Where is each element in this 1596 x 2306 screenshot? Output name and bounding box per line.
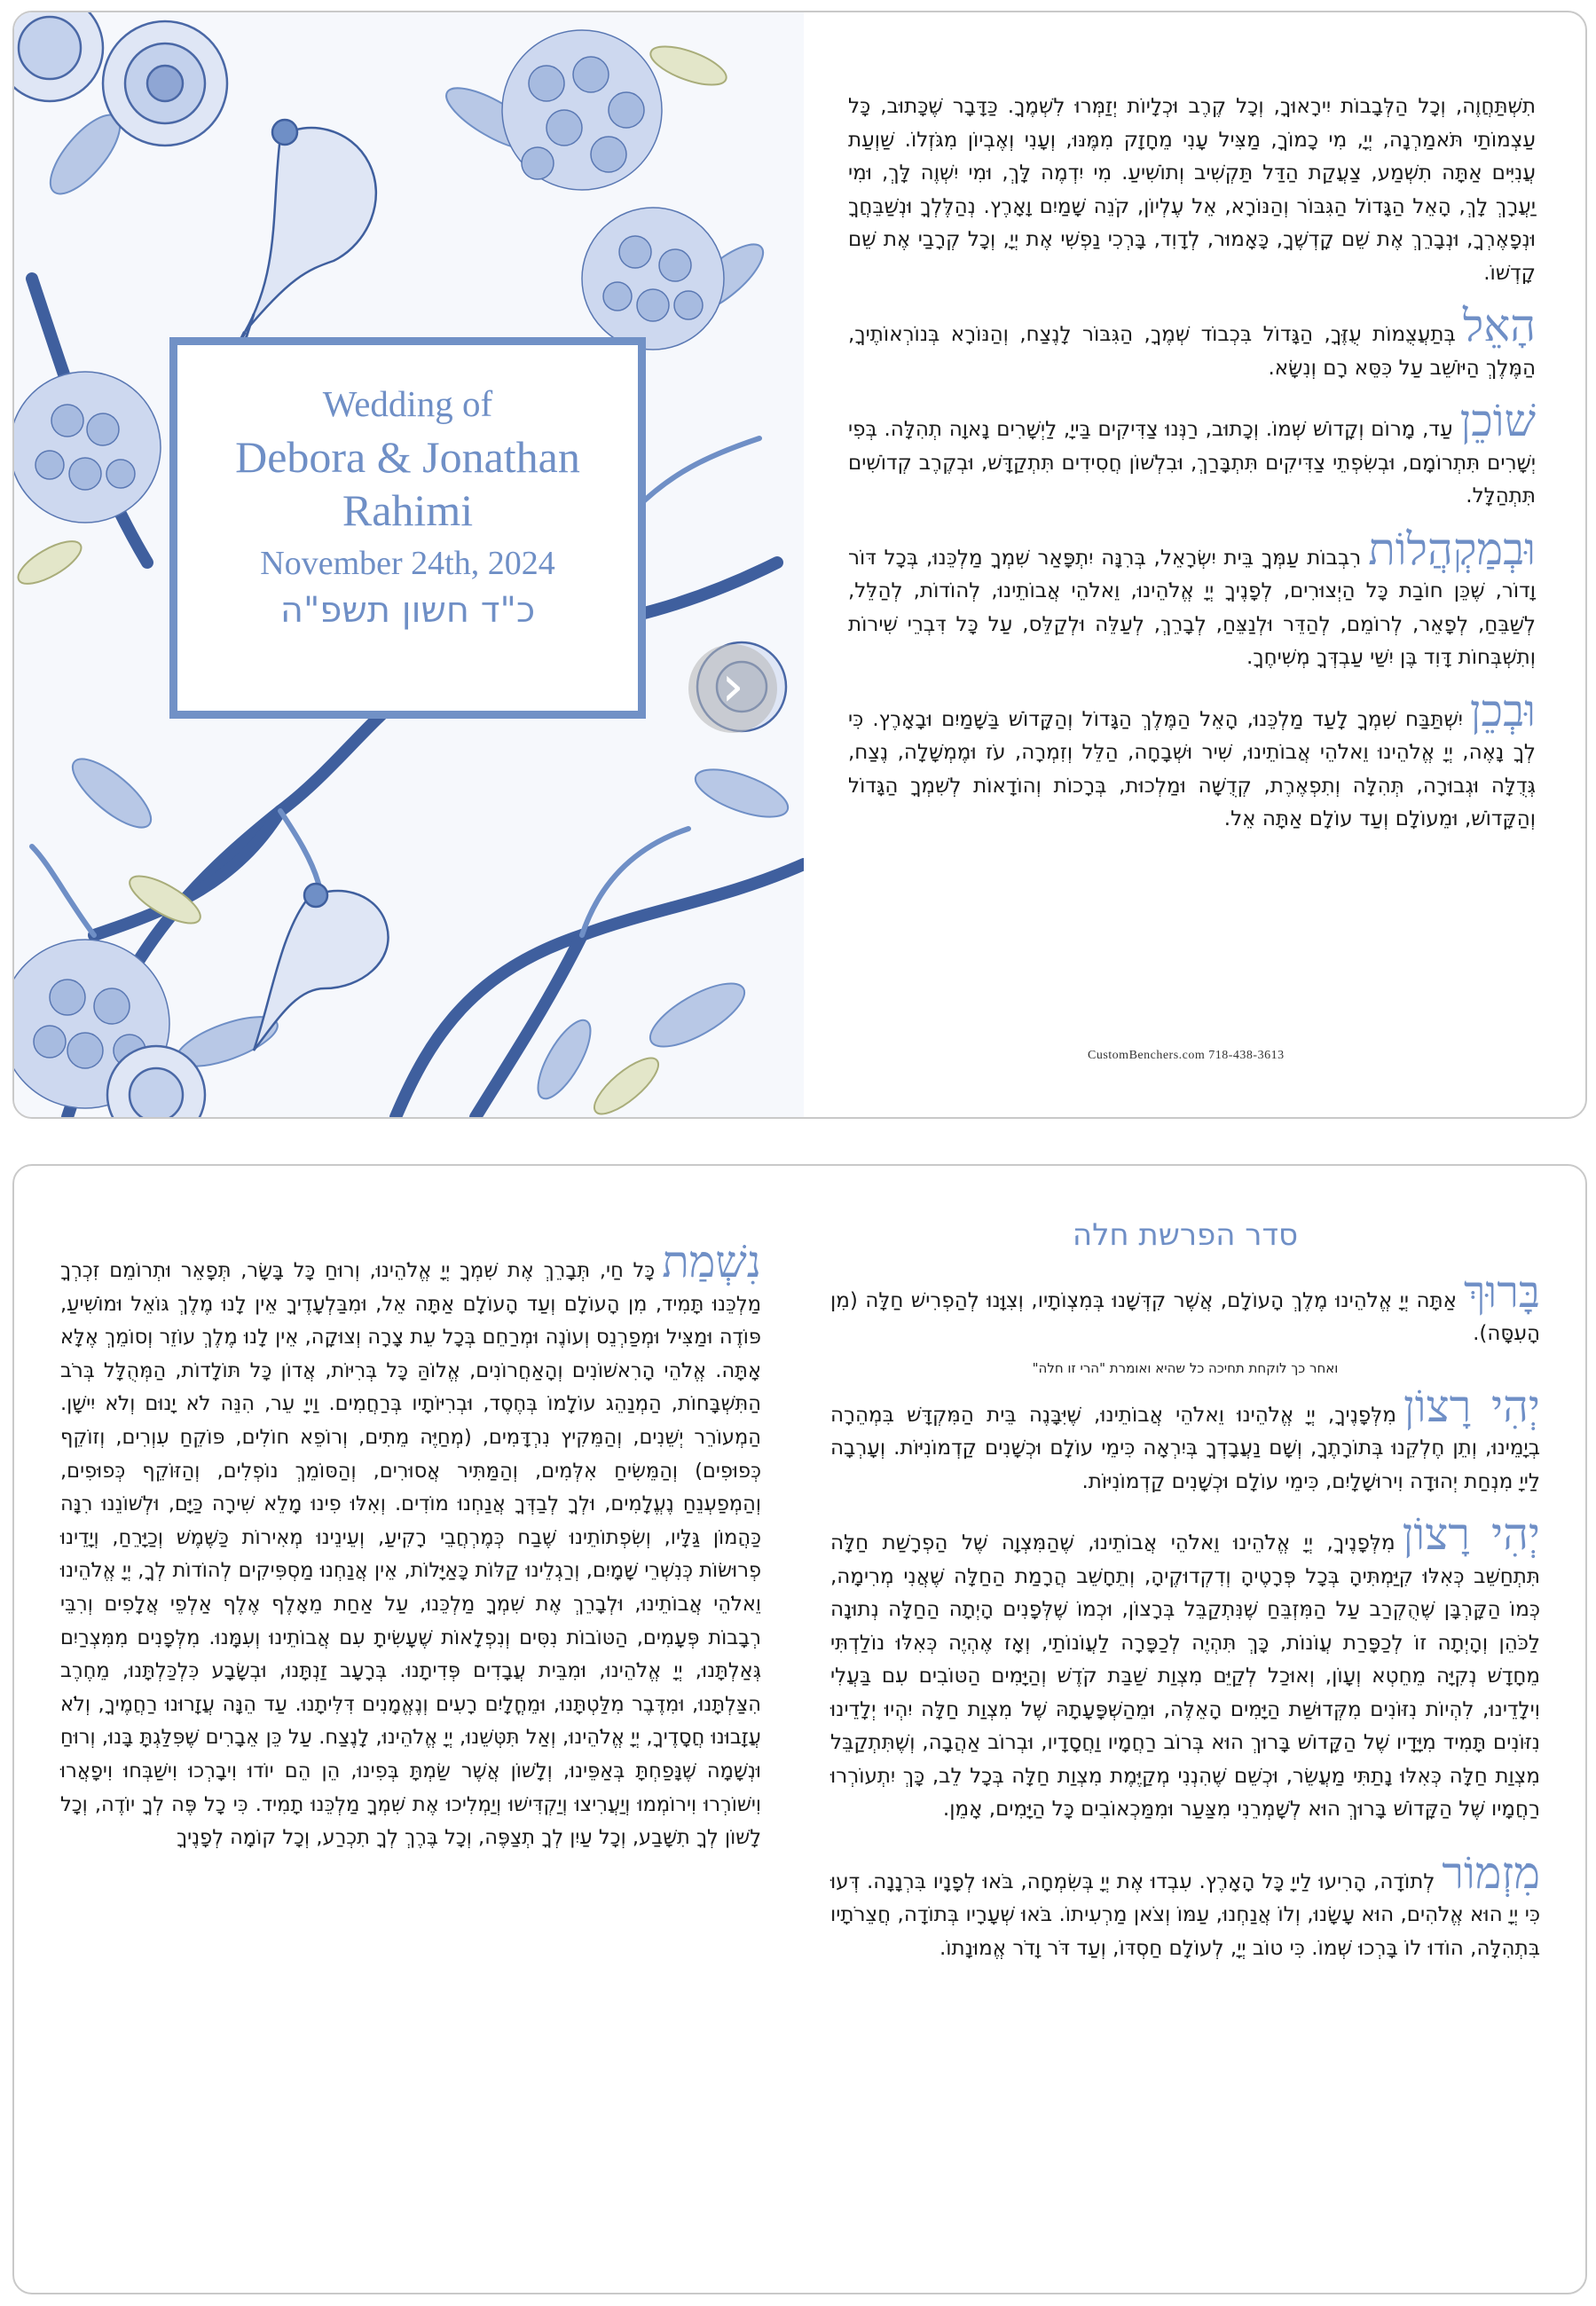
section-title: סדר הפרשת חלה: [1072, 1217, 1299, 1253]
drop-word: וּבְמַקְהֲלוֹת: [1368, 523, 1536, 575]
next-page-chevron-icon[interactable]: ›: [688, 644, 777, 733]
paragraph: וּבְכֵןיִשְׁתַּבַּח שִׁמְךָ לָעַד מַלְכֵּנוּ, הָאֵל הַמֶּלֶךְ הַגָּדוֹל וְהַקָּדוֹשׁ בַּשָּׁמַיִם וּבָאָרֶץ. כִּי לְךָ נָאֶה, יְיָ אֱלֹהֵינוּ וֵאלֹהֵי אֲבוֹתֵינוּ, שִׁיר וּשְׁבָחָה, הַלֵּל וְזִמְרָה, עֹז וּמֶמְשָׁלָה, נֶצַח, גְּדֻלָּה וּגְבוּרָה, תְּהִלָּה וְתִפְאֶרֶת, קְדֻשָּׁה וּמַלְכוּת, בְּרָכוֹת וְהוֹדָאוֹת לְשִׁמְךָ הַגָּדוֹל וְהַקָּדוֹשׁ, וּמֵעוֹלָם וְעַד עוֹלָם אַתָּה אֵל.: [848, 684, 1536, 830]
paragraph: הָאֵלבְּתַעֲצֻמוֹת עֻזֶּךָ, הַגָּדוֹל בִּכְבוֹד שְׁמֶךָ, הַגִּבּוֹר לָנֶצַח, וְהַנּוֹרָא בְּנוֹרְאוֹתֶיךָ, הַמֶּלֶךְ הַיּוֹשֵׁב עַל כִּסֵּא רָם וְנִשָּׂא.: [848, 300, 1536, 380]
drop-word: הָאֵל: [1462, 300, 1536, 351]
hebrew-date: כ"ד חשון תשפ"ה: [279, 590, 536, 631]
couple-names: Debora & Jonathan: [235, 432, 580, 482]
floral-cover: [14, 12, 804, 1117]
paragraph: תִשְׁתַּחֲוֶה, וְכָל הַלְּבָבוֹת יִירָאוּךָ, וְכָל קֶרֶב וּכְלָיוֹת יְזַמְּרוּ לִשְׁמֶךָ. כַּדָּבָר שֶׁכָּתוּב, כָּל עַצְמוֹתַי תֹּאמַרְנָה, יְיָ, מִי כָמוֹךָ, מַצִּיל עָנִי מֵחָזָק מִמֶּנּוּ, וְעָנִי וְאֶבְיוֹן מִגֹּזְלוֹ. שַׁוְעַת עֲנִיִּים אַתָּה תִשְׁמַע, צַעֲקַת הַדַּל תַּקְשִׁיב וְתוֹשִׁיעַ. מִי יִדְמֶה לָּךְ, וּמִי יִשְׁוֶה לָּךְ, וּמִי יַעֲרָךְ לָךְ, הָאֵל הַגָּדוֹל הַגִּבּוֹר וְהַנּוֹרָא, אֵל עֶלְיוֹן, קֹנֵה שָׁמַיִם וָאָרֶץ. נְהַלֶּלְךָ וּנְשַׁבֵּחֲךָ וּנְפָאֶרְךָ, וּנְבָרֵךְ אֶת שֵׁם קָדְשֶׁךָ, כָּאָמוּר, לְדָוִד, בָּרְכִי נַפְשִׁי אֶת יְיָ, וְכָל קְרָבַי אֶת שֵׁם קָדְשׁוֹ.: [848, 95, 1536, 285]
drop-word: יְהִי רָצוֹן: [1402, 1508, 1540, 1560]
paragraph: בָּרוּךְאַתָּה יְיָ אֱלֹהֵינוּ מֶלֶךְ הָעוֹלָם, אֲשֶׁר קִדְּשָׁנוּ בְּמִצְוֹתָיו, וְצִוָּנוּ לְהַפְרִישׁ חַלָּה (מִן הָעִסָּה).: [830, 1265, 1540, 1345]
paragraph: יְהִי רָצוֹןמִלְּפָנֶיךָ, יְיָ אֱלֹהֵינוּ וֵאלֹהֵי אֲבוֹתֵינוּ, שֶׁהַמִּצְוָה שֶׁל הַפְרָשַׁת חַלָּה תִּתְחַשֵּׁב כְּאִלּוּ קִיַּמְתִּיהָ בְּכָל פְּרָטֶיהָ וְדִקְדוּקֶיהָ, וְתֵחָשֵׁב הֲרָמַת הַחַלָּה שֶׁאֲנִי מְרִימָה, כְּמוֹ הַקָּרְבָּן שֶׁהֻקְרַב עַל הַמִּזְבֵּחַ שֶׁנִּתְקַבֵּל בְּרָצוֹן, וּכְמוֹ שֶׁלְּפָנִים הָיְתָה הַחַלָּה נְתוּנָה לַכֹּהֵן וְהָיְתָה זוֹ לְכַפָּרַת עֲוֹנוֹת, כָּךְ תִּהְיֶה לְכַפָּרָה לַעֲוֹנוֹתַי, וְאָז אֶהְיֶה כְּאִלּוּ נוֹלַדְתִּי מֵחָדָשׁ נְקִיָּה מֵחֵטְא וְעָוֹן, וְאוּכַל לְקַיֵּם מִצְוַת שַׁבַּת קֹדֶשׁ וְהַיָּמִים הַטּוֹבִים עִם בַּעֲלִי וִילָדֵינוּ, לִהְיוֹת נִזּוֹנִים מִקְּדוּשַּׁת הַיָּמִים הָאֵלֶּה, וּמֵהַשְׁפָּעָתָהּ שֶׁל מִצְוַת חַלָּה יִהְיוּ יְלָדֵינוּ נִזּוֹנִים תָּמִיד מִיָּדָיו שֶׁל הַקָּדוֹשׁ בָּרוּךְ הוּא בְּרוֹב רַחֲמָיו וַחֲסָדָיו, וּבְרוֹב אַהֲבָה, וְשֶׁתִּתְקַבֵּל מִצְוַת חַלָּה כְּאִלּוּ נָתַתִּי מַעֲשֵׂר, וּכְשֵׁם שֶׁהִנְנִי מְקַיֶּמֶת מִצְוַת חַלָּה בְּכָל לֵב, כָּךְ יִתְעוֹרְרוּ רַחֲמָיו שֶׁל הַקָּדוֹשׁ בָּרוּךְ הוּא לְשָׁמְרֵנִי מִצַּעַר וּמִמַּכְאוֹבִים כָּל הַיָּמִים, אָמֵן.: [830, 1508, 1540, 1821]
drop-word: יְהִי רָצוֹן: [1403, 1380, 1541, 1432]
challah-section: [830, 1219, 1540, 1985]
bencher-page-top: [12, 11, 1587, 1119]
bencher-page-bottom: [12, 1164, 1587, 2294]
publisher-credit: CustomBenchers.com 718-438-3613: [1088, 1049, 1285, 1062]
family-name: Rahimi: [342, 485, 474, 535]
wedding-title-card: [169, 337, 646, 719]
drop-word: וּבְכֵן: [1469, 684, 1536, 736]
paragraph: וּבְמַקְהֲלוֹתרִבְבוֹת עַמְּךָ בֵּית יִשְׂרָאֵל, בְּרִנָּה יִתְפָּאַר שִׁמְךָ מַלְכֵּנוּ, בְּכָל דּוֹר וָדוֹר, שֶׁכֵּן חוֹבַת כָּל הַיְצוּרִים, לְפָנֶיךָ יְיָ אֱלֹהֵינוּ, וֵאלֹהֵי אֲבוֹתֵינוּ, לְהוֹדוֹת, לְהַלֵּל, לְשַׁבֵּחַ, לְפָאֵר, לְרוֹמֵם, לְהַדֵּר וּלְנַצֵּחַ, לְבָרֵךְ, לְעַלֵּה וּלְקַלֵּס, עַל כָּל דִּבְרֵי שִׁירוֹת וְתִשְׁבְּחוֹת דָּוִד בֶּן יִשַׁי עַבְדְּךָ מְשִׁיחֶךָ.: [848, 523, 1536, 669]
wedding-date: November 24th, 2024: [260, 545, 555, 582]
nishmat-text: [60, 1236, 761, 1875]
drop-word: נִשְׁמַת: [662, 1236, 761, 1287]
wedding-label: Wedding of: [322, 383, 493, 424]
instruction-note: ואחר כך לוקחת תחיכה כל שהיא ואומרת "הרי זו חלה": [1032, 1359, 1339, 1376]
paragraph: מִזְמוֹרלְתוֹדָה, הָרִיעוּ לַייָ כָּל הָאָרֶץ. עִבְדוּ אֶת יְיָ בְּשִׂמְחָה, בֹּאוּ לְפָנָיו בִּרְנָנָה. דְּעוּ כִּי יְיָ הוּא אֱלֹהִים, הוּא עָשָׂנוּ, וְלוֹ אֲנַחְנוּ, עַמּוֹ וְצֹאן מַרְעִיתוֹ. בֹּאוּ שְׁעָרָיו בְּתוֹדָה, חֲצֵרֹתָיו בִּתְהִלָּה, הוֹדוּ לוֹ בָּרְכוּ שְׁמוֹ. כִּי טוֹב יְיָ, לְעוֹלָם חַסְדּוֹ, וְעַד דֹּר וָדֹר אֱמוּנָתוֹ.: [830, 1846, 1540, 1960]
drop-word: בָּרוּךְ: [1463, 1265, 1540, 1318]
drop-word: מִזְמוֹר: [1442, 1846, 1540, 1899]
paragraph: נִשְׁמַתכָּל חַי, תְּבָרֵךְ אֶת שִׁמְךָ יְיָ אֱלֹהֵינוּ, וְרוּחַ כָּל בָּשָׂר, תְּפָאֵר וּתְרוֹמֵם זִכְרְךָ מַלְכֵּנוּ תָּמִיד, מִן הָעוֹלָם וְעַד הָעוֹלָם אַתָּה אֵל, וּמִבַּלְעָדֶיךָ אֵין לָנוּ מֶלֶךְ גּוֹאֵל וּמוֹשִׁיעַ, פּוֹדֶה וּמַצִּיל וּמְפַרְנֵס וְעוֹנֶה וּמְרַחֵם בְּכָל עֵת צָרָה וְצוּקָה, אֵין לָנוּ מֶלֶךְ עוֹזֵר וְסוֹמֵךְ אֶלָּא אָתָּה. אֱלֹהֵי הָרִאשׁוֹנִים וְהָאַחֲרוֹנִים, אֱלוֹהַּ כָּל בְּרִיּוֹת, אֲדוֹן כָּל תּוֹלָדוֹת, הַמְּהֻלָּל בְּרֹב הַתִּשְׁבָּחוֹת, הַמְנַהֵג עוֹלָמוֹ בְּחֶסֶד, וּבְרִיּוֹתָיו בְּרַחֲמִים. וַייָ עֵר, הִנֵּה לֹא יָנוּם וְלֹא יִישָׁן. הַמְעוֹרֵר יְשֵׁנִים, וְהַמֵּקִיץ נִרְדָּמִים, (מְחַיֶּה מֵתִים, וְרוֹפֵא חוֹלִים, פּוֹקֵחַ עִוְרִים, וְזוֹקֵף כְּפוּפִים) וְהַמֵּשִׂיחַ אִלְּמִים, וְהַמַּתִּיר אֲסוּרִים, וְהַסּוֹמֵךְ נוֹפְלִים, וְהַזּוֹקֵף כְּפוּפִים, וְהַמְפַעְנֵחַ נֶעֱלָמִים, וּלְךָ לְבַדְּךָ אֲנַחְנוּ מוֹדִים. וְאִלּוּ פִינוּ מָלֵא שִׁירָה כַּיָּם, וּלְשׁוֹנֵנוּ רִנָּה כַּהֲמוֹן גַּלָּיו, וְשִׂפְתוֹתֵינוּ שֶׁבַח כְּמֶרְחֲבֵי רָקִיעַ, וְעֵינֵינוּ מְאִירוֹת כַּשֶּׁמֶשׁ וְכַיָּרֵחַ, וְיָדֵינוּ פְרוּשׂוֹת כְּנִשְׁרֵי שָׁמָיִם, וְרַגְלֵינוּ קַלּוֹת כָּאַיָּלוֹת, אֵין אֲנַחְנוּ מַסְפִּיקִים לְהוֹדוֹת לְךָ, יְיָ אֱלֹהֵינוּ וֵאלֹהֵי אֲבוֹתֵינוּ, וּלְבָרֵךְ אֶת שִׁמְךָ מַלְכֵּנוּ, עַל אַחַת מֵאָלֶף אֶלֶף אַלְפֵי אֲלָפִים וְרִבֵּי רְבָבוֹת פְּעָמִים, הַטּוֹבוֹת נִסִּים וְנִפְלָאוֹת שֶׁעָשִׂיתָ עִם אֲבוֹתֵינוּ וְעִמָּנוּ. מִלְּפָנִים מִמִּצְרַיִם גְּאַלְתָּנוּ, יְיָ אֱלֹהֵינוּ, וּמִבֵּית עֲבָדִים פְּדִיתָנוּ. בְּרָעָב זַנְתָּנוּ, וּבְשָׂבָע כִּלְכַּלְתָּנוּ, מֵחֶרֶב הִצַּלְתָּנוּ, וּמִדֶּבֶר מִלַּטְתָּנוּ, וּמֵחֳלָיִם רָעִים וְנֶאֱמָנִים דִּלִּיתָנוּ. עַד הֵנָּה עֲזָרוּנוּ רַחֲמֶיךָ, וְלֹא עֲזָבוּנוּ חֲסָדֶיךָ, יְיָ אֱלֹהֵינוּ, וְאַל תִּטְּשֵׁנוּ, יְיָ אֱלֹהֵינוּ, לָנֶצַח. עַל כֵּן אֵבָרִים שֶׁפִּלַּגְתָּ בָּנוּ, וְרוּחַ וּנְשָׁמָה שֶׁנָּפַחְתָּ בְּאַפֵּינוּ, וְלָשׁוֹן אֲשֶׁר שַׂמְתָּ בְּפִינוּ, הֵן הֵם יוֹדוּ וִיבָרְכוּ וִישַׁבְּחוּ וִיפָאֲרוּ וִישׁוֹרְרוּ וִירוֹמְמוּ וְיַעֲרִיצוּ וְיַקְדִּישׁוּ וְיַמְלִיכוּ אֶת שִׁמְךָ מַלְכֵּנוּ תָמִיד. כִּי כָל פֶּה לְךָ יוֹדֶה, וְכָל לָשׁוֹן לְךָ תִשָּׁבַע, וְכָל עַיִן לְךָ תְצַפֶּה, וְכָל בֶּרֶךְ לְךָ תִכְרַע, וְכָל קוֹמָה לְפָנֶיךָ: [60, 1236, 761, 1850]
paragraph: יְהִי רָצוֹןמִלְּפָנֶיךָ, יְיָ אֱלֹהֵינוּ וֵאלֹהֵי אֲבוֹתֵינוּ, שֶׁיִּבָּנֶה בֵּית הַמִּקְדָּשׁ בִּמְהֵרָה בְיָמֵינוּ, וְתֵן חֶלְקֵנוּ בְּתוֹרָתֶךָ, וְשָׁם נַעֲבָדְךָ בְּיִרְאָה כִּימֵי עוֹלָם וּכְשָׁנִים קַדְמוֹנִיּוֹת. וְעָרְבָה לַייָ מִנְחַת יְהוּדָה וִירוּשָׁלָיִם, כִּימֵי עוֹלָם וּכְשָׁנִים קַדְמוֹנִיּוֹת.: [830, 1380, 1541, 1493]
drop-word: שׁוֹכֵן: [1459, 395, 1536, 446]
paragraph: שׁוֹכֵןעַד, מָרוֹם וְקָדוֹשׁ שְׁמוֹ. וְכָתוּב, רַנְּנוּ צַדִּיקִים בַּייָ, לַיְשָׁרִים נָאוָה תְהִלָּה. בְּפִי יְשָׁרִים תִּתְרוֹמָם, וּבְשִׂפְתֵי צַדִּיקִים תִּתְבָּרַךְ, וּבִלְשׁוֹן חֲסִידִים תִּתְקַדָּשׁ, וּבְקֶרֶב קְדוֹשִׁים תִּתְהַלָּל.: [848, 395, 1536, 508]
nishmat-continuation-text: [848, 91, 1536, 856]
